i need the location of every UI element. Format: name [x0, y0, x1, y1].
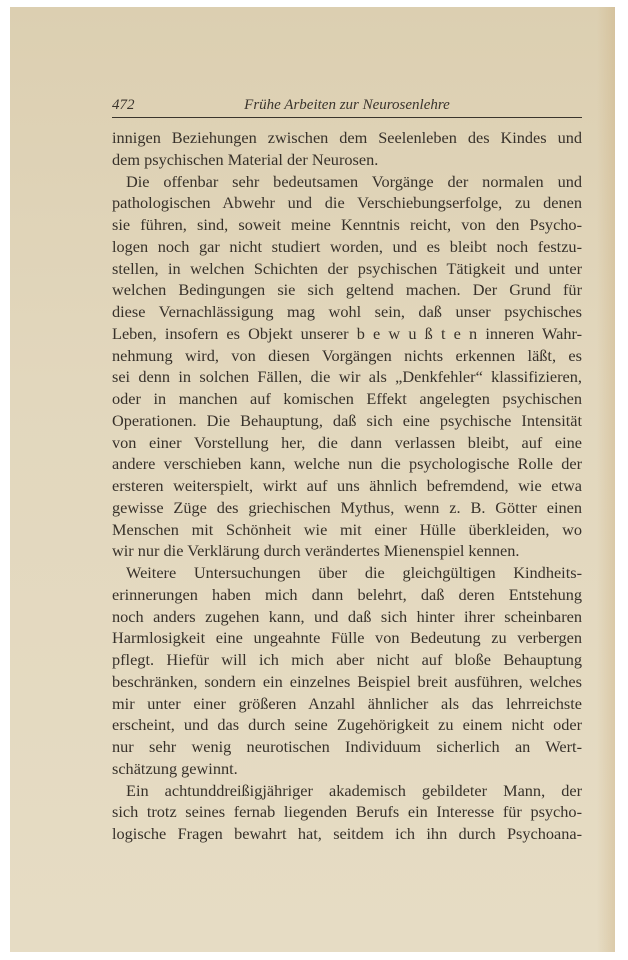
page-header: [112, 97, 582, 118]
text-line: welchen Bedingungen sie sich geltend machen. Der Grund für: [112, 280, 582, 300]
text-line: dem psychischen Material der Neurosen.: [112, 149, 379, 169]
text-line: mir unter einer größeren Anzahl ähnlicher als das lehrreichste: [112, 693, 582, 713]
text-line: Ein achtunddreißigjähriger akademisch gebildeter Mann, der: [126, 780, 582, 800]
text-line: beschränken, sondern ein einzelnes Beispiel breit ausführen, welches: [112, 671, 582, 691]
paragraph: [112, 562, 582, 780]
text-line: logische Fragen bewahrt hat, seitdem ich ihn durch Psychoana-: [112, 824, 582, 843]
text-line: logen noch gar nicht studiert worden, und es bleibt noch festzu-: [112, 236, 582, 256]
page-number: 472: [112, 97, 135, 113]
text-line: sich trotz seines fernab liegenden Berufs ein Interesse für psycho-: [112, 802, 582, 822]
text-line: ersteren weiterspielt, wirkt auf uns ähnlich befremdend, wie etwa: [112, 476, 582, 495]
text-line: pathologischen Abwehr und die Verschiebungserfolge, zu denen: [112, 193, 582, 213]
text-line: wir nur die Verklärung durch verändertes Mienenspiel kennen.: [112, 541, 520, 561]
book-page: [10, 7, 615, 952]
paragraph: [112, 127, 582, 171]
text-line: andere verschieben kann, welche nun die psychologische Rolle der: [112, 454, 582, 474]
text-line: Weitere Untersuchungen über die gleichgültigen Kindheits-: [126, 563, 582, 582]
text-line: nur sehr wenig neurotischen Individuum sicherlich an Wert-: [112, 737, 582, 756]
text-line: erscheint, und das durch seine Zugehörigkeit zu einem nicht oder: [112, 715, 582, 735]
running-title: Frühe Arbeiten zur Neurosenlehre: [244, 97, 450, 113]
text-line: Operationen. Die Behauptung, daß sich eine psychische Intensität: [112, 410, 582, 430]
text-line: sei denn in solchen Fällen, die wir als „Denkfehler“ klassifizieren,: [112, 367, 582, 387]
text-line: innigen Beziehungen zwischen dem Seelenleben des Kindes und: [112, 128, 582, 147]
text-line: nehmung wird, von diesen Vorgängen nichts erkennen läßt, es: [112, 345, 582, 365]
text-line: von einer Vorstellung her, die dann verlassen bleibt, auf eine: [112, 432, 582, 452]
text-line: Die offenbar sehr bedeutsamen Vorgänge der normalen und: [126, 171, 582, 191]
text-line: diese Vernachlässigung mag wohl sein, daß unser psychisches: [112, 302, 582, 321]
paragraph: [112, 780, 582, 845]
text-line: erinnerungen haben mich dann belehrt, daß deren Entstehung: [112, 584, 582, 604]
text-line: Harmlosigkeit eine ungeahnte Fülle von Bedeutung zu verbergen: [112, 628, 582, 648]
body-text: [112, 127, 582, 845]
text-line: schätzung gewinnt.: [112, 758, 238, 778]
text-line: noch anders zugehen kann, und daß sich hinter ihrer scheinbaren: [112, 606, 582, 626]
text-line: Menschen mit Schönheit wie mit einer Hülle überkleiden, wo: [112, 519, 582, 539]
text-line: oder in manchen auf komischen Effekt angelegten psychischen: [112, 389, 582, 408]
text-line: pflegt. Hiefür will ich mich aber nicht auf bloße Behauptung: [112, 650, 582, 669]
paragraph: [112, 171, 582, 563]
text-line: sie führen, sind, soweit meine Kenntnis reicht, von den Psycho-: [112, 215, 582, 234]
text-line: Leben, insofern es Objekt unserer b e w u ß t e n inneren Wahr-: [112, 323, 582, 343]
text-line: gewisse Züge des griechischen Mythus, wenn z. B. Götter einen: [112, 497, 582, 517]
text-line: stellen, in welchen Schichten der psychischen Tätigkeit und unter: [112, 258, 582, 278]
